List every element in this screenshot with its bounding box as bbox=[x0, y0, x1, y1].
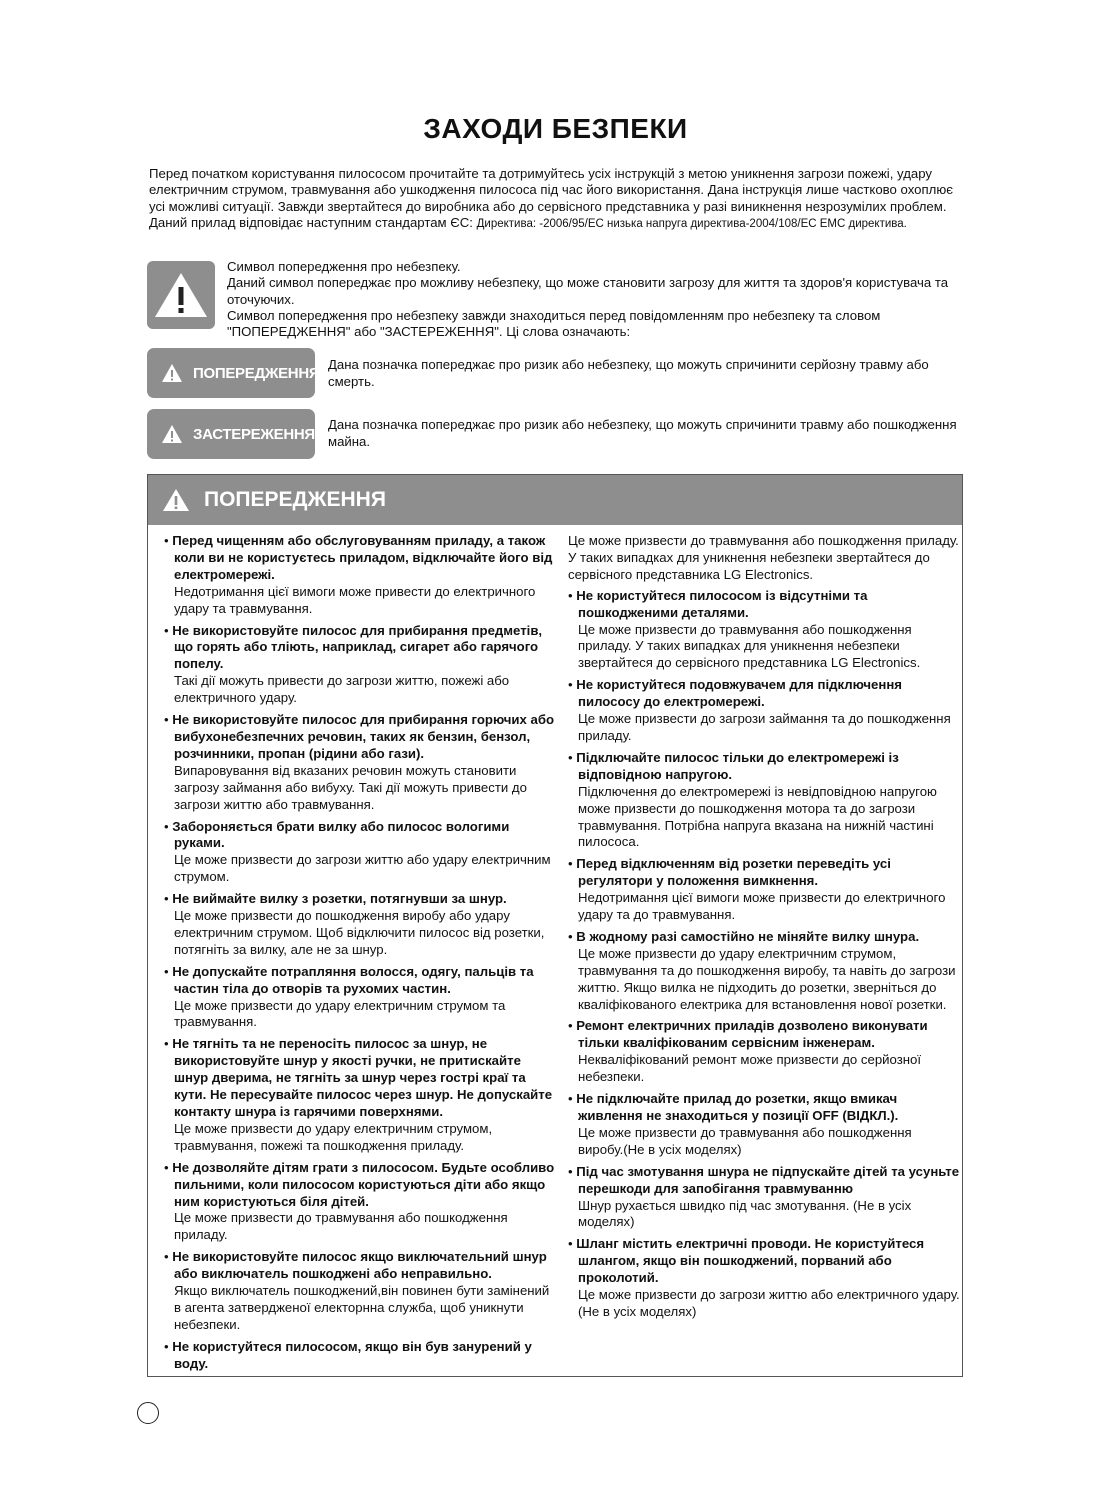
list-item: • Підключайте пилосос тільки до електромережі із відповідною напругою. Підключення до електромережі із невідповідною напругою може призвести до пошкодження мотора та до загрози травмування. Потрібна напруга вказана на нижній частині пилососа. bbox=[568, 749, 937, 850]
item-heading: В жодному разі самостійно не міняйте вилку шнура. bbox=[576, 928, 920, 944]
list-item: • Не дозволяйте дітям грати з пилососом. Будьте особливо пильними, коли пилососом користуються діти або якщо ним користуються біля дітей. Це може призвести до травмування або пошкодження приладу. bbox=[164, 1159, 555, 1243]
warning-column-left bbox=[164, 533, 556, 1378]
item-heading: Перед чищенням або обслуговуванням приладу, а також коли ви не користуєтесь приладом, відключайте його від електромережі. bbox=[172, 533, 553, 582]
item-text: Якщо виключатель пошкоджений,він повинен бути замінений в агента затвердженої електорнна служба, щоб уникнути небезпеки. bbox=[174, 1283, 550, 1332]
item-text: Такі дії можуть привести до загрози життю, пожежі або електричного удару. bbox=[174, 673, 510, 706]
item-heading: Підключайте пилосос тільки до електромережі із відповідною напругою. bbox=[576, 749, 899, 782]
item-heading: Не допускайте потрапляння волосся, одягу, пальців та частин тіла до отворів та рухомих частин. bbox=[172, 963, 534, 996]
item-text: Це може призвести до удару електричним струмом, травмування, пожежі та пошкодження приладу. bbox=[174, 1120, 493, 1153]
list-item: • Не користуйтеся пилососом із відсутніми та пошкодженими деталями. Це може призвести до травмування або пошкодження приладу. У таких випадках для уникнення небезпеки звертайтеся до сервісного представника LG Electronics. bbox=[568, 587, 921, 671]
hazard-symbol-box bbox=[147, 261, 215, 329]
warning-triangle-icon bbox=[153, 270, 209, 320]
warning-section-header bbox=[148, 475, 962, 525]
list-item: • Не користуйтеся пилососом, якщо він був занурений у воду. bbox=[164, 1338, 532, 1371]
list-item: • Не підключайте прилад до розетки, якщо вмикач живлення не знаходиться у позиції OFF (ВІДКЛ.). Це може призвести до травмування або пошкодження виробу.(Не в усіх моделях) bbox=[568, 1091, 912, 1157]
item-text: Це може призвести до травмування або пошкодження виробу.(Не в усіх моделях) bbox=[578, 1124, 912, 1157]
warning-triangle-icon bbox=[162, 488, 190, 512]
list-item: • Перед чищенням або обслуговуванням приладу, а також коли ви не користуєтесь приладом, відключайте його від електромережі. Недотримання цієї вимоги може привести до електричного удару та травмування. bbox=[164, 533, 553, 616]
page-title: ЗАХОДИ БЕЗПЕКИ bbox=[423, 113, 688, 144]
caution-badge bbox=[147, 409, 315, 459]
caution-badge-label: ЗАСТЕРЕЖЕННЯ bbox=[193, 425, 315, 443]
item-text: Некваліфікований ремонт може призвести до серйозної небезпеки. bbox=[578, 1052, 922, 1085]
item-heading: Забороняється брати вилку або пилосос вологими руками. bbox=[172, 818, 510, 851]
list-item: • Не тягніть та не переносіть пилосос за шнур, не використовуйте шнур у якості ручки, не притискайте шнур дверима, не тягніть за шнур через гострі краї та кути. Не пересувайте пилосос через шнур. Не допускайте контакту шнура із гарячими поверхнями. Це може призвести до удару електричним струмом, травмування, пожежі та пошкодження приладу. bbox=[164, 1036, 553, 1153]
item-text: Це може призвести до удару електричним струмом, травмування та до пошкодження виробу, та навіть до загрози життю. Якщо вилка не підходить до розетки, зверніться до кваліфікованого електрика для встановлення нової розетки. bbox=[578, 945, 956, 1012]
item-text: Це може призвести до травмування або пошкодження приладу. У таких випадках для уникнення небезпеки звертайтеся до сервісного представника LG Electronics. bbox=[578, 621, 921, 671]
item-heading: Не дозволяйте дітям грати з пилососом. Будьте особливо пильними, коли пилососом користуються діти або якщо ним користуються біля дітей. bbox=[172, 1159, 555, 1209]
item-heading: Під час змотування шнура не підпускайте дітей та усуньте перешкоди для запобігання травмуванню bbox=[576, 1163, 960, 1196]
list-item: • Не допускайте потрапляння волосся, одягу, пальців та частин тіла до отворів та рухомих частин. Це може призвести до удару електричним струмом та травмування. bbox=[164, 963, 534, 1030]
item-text: Це може призвести до травмування або пошкодження приладу. bbox=[174, 1210, 508, 1243]
symbol-line: Символ попередження про небезпеку. bbox=[227, 259, 461, 274]
item-heading: Не користуйтеся пилососом, якщо він був занурений у воду. bbox=[172, 1338, 532, 1371]
item-text: Випаровування від вказаних речовин можуть становити загрозу займання або вибуху. Такі дії можуть привести до загрози життю або травмування. bbox=[174, 762, 527, 812]
list-item: • Не використовуйте пилосос якщо виключательний шнур або виключатель пошкоджені або неправильно. Якщо виключатель пошкоджений,він повинен бути замінений в агента затвердженої електорнна служба, щоб уникнути небезпеки. bbox=[164, 1249, 550, 1332]
item-heading: Не використовуйте пилосос для прибирання предметів, що горять або тліють, наприклад, сигарет або гарячого попелу. bbox=[172, 622, 543, 672]
caution-badge-description: Дана позначка попереджає про ризик або небезпеку, що можуть спричинити травму або пошкодження майна. bbox=[328, 417, 957, 449]
item-text: Це може призвести до удару електричним струмом та травмування. bbox=[174, 997, 506, 1030]
item-heading: Не тягніть та не переносіть пилосос за шнур, не використовуйте шнур у якості ручки, не притискайте шнур дверима, не тягніть за шнур через гострі краї та кути. Не пересувайте пилосос через шнур. Не допускайте контакту шнура із гарячими поверхнями. bbox=[172, 1036, 553, 1119]
item-heading: Не виймайте вилку з розетки, потягнувши за шнур. bbox=[172, 891, 507, 907]
item-heading: Не використовуйте пилосос якщо виключательний шнур або виключатель пошкоджені або неправильно. bbox=[172, 1249, 547, 1282]
warning-badge-description: Дана позначка попереджає про ризик або небезпеку, що можуть спричинити серйозну травму або смерть. bbox=[328, 357, 929, 389]
list-item: • Не виймайте вилку з розетки, потягнувши за шнур. Це може призвести до пошкодження виробу або удару електричним струмом. Щоб відключити пилосос від розетки, потягніть за вилку, але не за шнур. bbox=[164, 891, 545, 957]
list-item: • Не використовуйте пилосос для прибирання предметів, що горять або тліють, наприклад, сигарет або гарячого попелу. Такі дії можуть привести до загрози життю, пожежі або електричного удару. bbox=[164, 622, 543, 706]
intro-directive-text: Директива: -2006/95/ЕС низька напруга директива-2004/108/ЕС ЕМС директива. bbox=[476, 218, 907, 231]
symbol-line: Символ попередження про небезпеку завжди знаходиться перед повідомленням про небезпеку та словом "ПОПЕРЕДЖЕННЯ" або "ЗАСТЕРЕЖЕННЯ". Ці слова означають: bbox=[227, 307, 881, 340]
warning-triangle-icon bbox=[161, 424, 183, 444]
intro-main-text: Перед початком користування пилососом прочитайте та дотримуйтесь усіх інструкцій з метою уникнення загрози пожежі, удару електричним струмом, травмування або ушкодження пилососа під час його використання. Дана інструкція лише частково охоплює усі можливі ситуації. Завжди звертайтеся до виробника або до сервісного представника у разі виникнення незрозумілих проблем. Даний прилад відповідає наступним стандартам ЄС: bbox=[149, 166, 953, 231]
item-heading: Не підключайте прилад до розетки, якщо вмикач живлення не знаходиться у позиції OFF (ВІДКЛ.). bbox=[576, 1091, 899, 1123]
item-heading: Ремонт електричних приладів дозволено виконувати тільки кваліфікованим сервісним інженерам. bbox=[576, 1018, 928, 1051]
list-item: • Не використовуйте пилосос для прибирання горючих або вибухонебезпечних речовин, таких як бензин, бензол, розчинники, пропан (рідини або гази). Випаровування від вказаних речовин можуть становити загрозу займання або вибуху. Такі дії можуть привести до загрози життю або травмування. bbox=[164, 712, 555, 812]
warning-triangle-icon bbox=[161, 363, 183, 383]
intro-paragraph bbox=[149, 166, 969, 233]
list-item: • Не користуйтеся подовжувачем для підключення пилососу до електромережі. Це може призвести до загрози займання та до пошкодження приладу. bbox=[568, 677, 951, 743]
item-text: Це може призвести до пошкодження виробу або удару електричним струмом. Щоб відключити пилосос від розетки, потягніть за вилку, але не за шнур. bbox=[174, 908, 545, 957]
list-item: • Шланг містить електричні проводи. Не користуйтеся шлангом, якщо він пошкоджений, порваний або проколотий. Це може призвести до загрози життю або електричного удару.(Не в усіх моделях) bbox=[568, 1236, 960, 1319]
symbol-explanation bbox=[227, 259, 972, 340]
item-heading: Шланг містить електричні проводи. Не користуйтеся шлангом, якщо він пошкоджений, порваний або проколотий. bbox=[576, 1236, 925, 1286]
item-text: Це може призвести до загрози займання та до пошкодження приладу. bbox=[578, 711, 951, 743]
list-item: • Ремонт електричних приладів дозволено виконувати тільки кваліфікованим сервісним інженерам. Некваліфікований ремонт може призвести до серйозної небезпеки. bbox=[568, 1018, 928, 1085]
warning-badge bbox=[147, 348, 320, 398]
list-item: • Перед відключенням від розетки переведіть усі регулятори у положення вимкнення. Недотримання цієї вимоги може призвести до електричного удару та до травмування. bbox=[568, 856, 946, 923]
list-item: • Під час змотування шнура не підпускайте дітей та усуньте перешкоди для запобігання травмуванню Шнур рухається швидко під час змотування. (Не в усіх моделях) bbox=[568, 1163, 960, 1230]
list-item: • Забороняється брати вилку або пилосос вологими руками. Це може призвести до загрози життю або удару електричним струмом. bbox=[164, 818, 551, 885]
warning-badge-label: ПОПЕРЕДЖЕННЯ bbox=[193, 364, 320, 382]
warning-section bbox=[147, 474, 963, 1377]
page-number-circle bbox=[137, 1402, 159, 1424]
list-item: • В жодному разі самостійно не міняйте вилку шнура. Це може призвести до удару електричним струмом, травмування та до пошкодження виробу, та навіть до загрози життю. Якщо вилка не підходить до розетки, зверніться до кваліфікованого електрика для встановлення нової розетки. bbox=[568, 928, 956, 1012]
symbol-line: Даний символ попереджає про можливу небезпеку, що може становити загрозу для життя та здоров'я користувача та оточуючих. bbox=[227, 275, 949, 307]
item-text: Шнур рухається швидко під час змотування. (Не в усіх моделях) bbox=[578, 1197, 912, 1230]
warning-section-title: ПОПЕРЕДЖЕННЯ bbox=[204, 488, 386, 511]
item-text: Це може призвести до загрози життю або удару електричним струмом. bbox=[174, 852, 551, 885]
item-text: Підключення до електромережі із невідповідною напругою може призвести до пошкодження мотора та до загрози травмування. Потрібна напруга вказана на нижній частині пилососа. bbox=[578, 783, 937, 850]
item-text: Це може призвести до загрози життю або електричного удару.(Не в усіх моделях) bbox=[578, 1287, 960, 1319]
item-heading: Не використовуйте пилосос для прибирання горючих або вибухонебезпечних речовин, таких як бензин, бензол, розчинники, пропан (рідини або гази). bbox=[172, 712, 555, 761]
item-heading: Не користуйтеся подовжувачем для підключення пилососу до електромережі. bbox=[576, 677, 903, 710]
continued-text: Це може призвести до травмування або пошкодження приладу. У таких випадках для уникнення небезпеки звертайтеся до сервісного представника LG Electronics. bbox=[568, 533, 959, 582]
item-heading: Не користуйтеся пилососом із відсутніми та пошкодженими деталями. bbox=[576, 587, 868, 620]
item-text: Недотримання цієї вимоги може привести до електричного удару та травмування. bbox=[174, 583, 536, 616]
item-heading: Перед відключенням від розетки переведіть усі регулятори у положення вимкнення. bbox=[576, 856, 891, 889]
item-text: Недотримання цієї вимоги може призвести до електричного удару та до травмування. bbox=[578, 890, 946, 923]
warning-column-right bbox=[568, 533, 960, 1326]
